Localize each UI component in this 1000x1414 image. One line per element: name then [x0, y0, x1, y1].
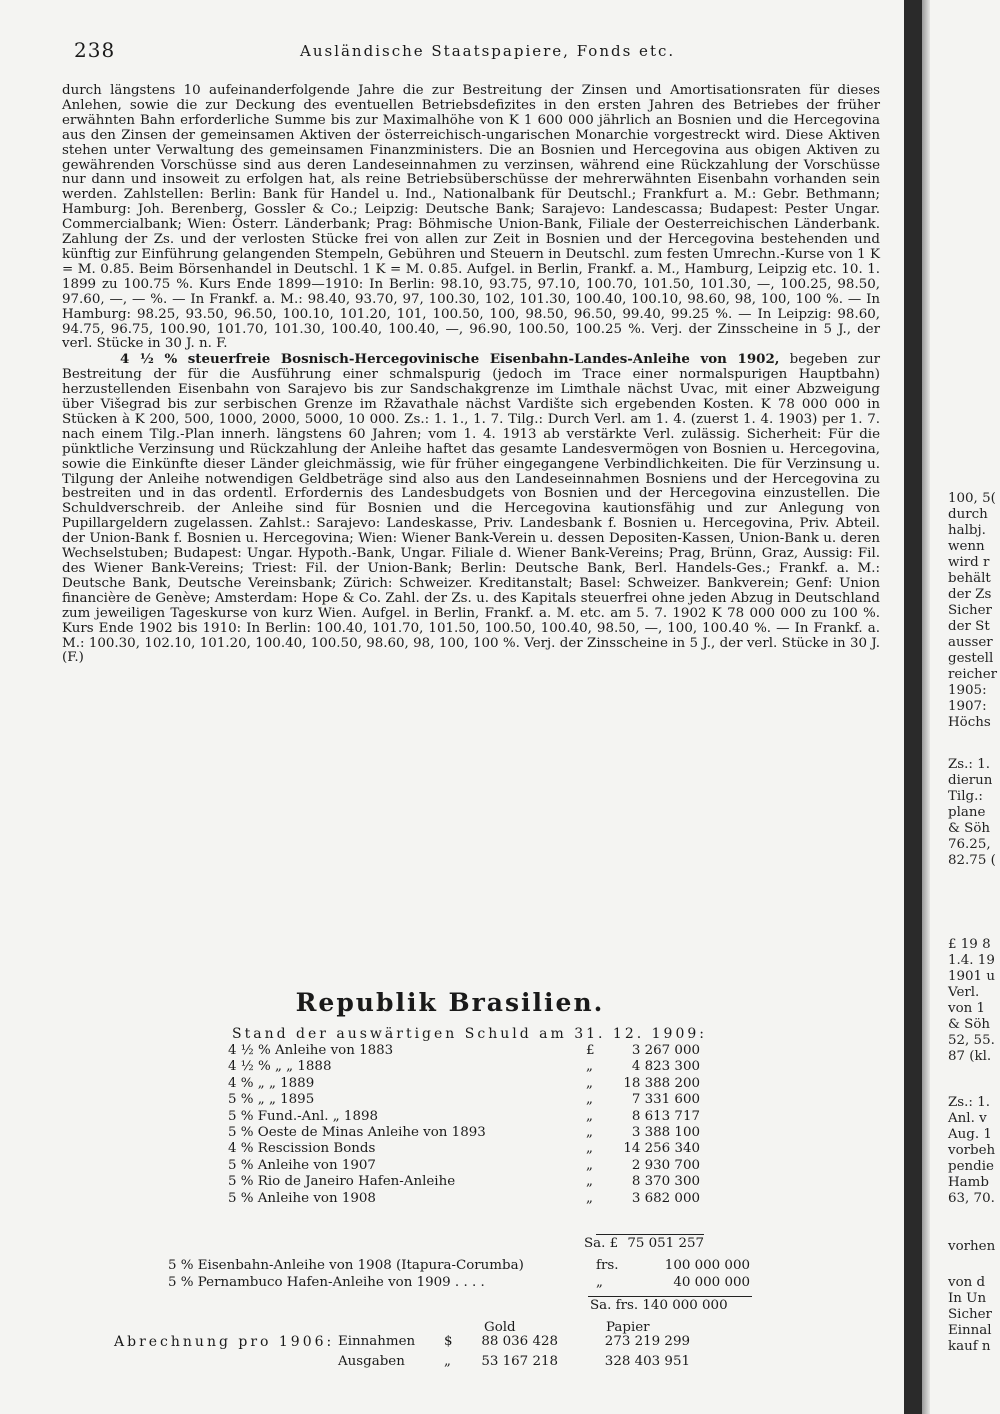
debt-currency: „ [586, 1075, 593, 1091]
right-column-line: reicher [948, 667, 998, 682]
debt-amount: 14 256 340 [623, 1141, 700, 1157]
right-column-line: Höchs [948, 715, 991, 730]
debt-name: 4 ½ % „ „ 1888 [228, 1059, 332, 1075]
debt-currency: „ [586, 1108, 593, 1124]
right-column-line: pendie [948, 1159, 994, 1174]
right-column-line: plane [948, 805, 986, 820]
gutter-shadow [922, 0, 930, 1414]
loan-title-1902: 4 ½ % steuerfreie Bosnisch-Hercegovinische Eisenbahn-Landes-Anleihe von 1902, [120, 351, 780, 368]
loan-description-1902: begeben zur Bestreitung der für die Ausführung einer schmalspurig (jedoch im Trace einer normalspurigen Hauptbahn) herzustellenden Eisenbahn von Sarajevo bis zur Sandschakgrenze im Limthale nächst Uvac, mit einer Abzweigung über Višegrad bis zur serbischen Grenze im Ržavathale nächst Vardište sich ergebenden Kosten. K 78 000 000 in Stücken à K 200, 500, 1000, 2000, 5000, 10 000. Zs.: 1. 1., 1. 7. Tilg.: Durch Verl. am 1. 4. (zuerst 1. 4. 1903) per 1. 7. nach einem Tilg.-Plan innerh. längstens 60 Jahren; vom 1. 4. 1913 ab verstärkte Verl. zulässig. Sicherheit: Für die pünktliche Verzinsung und Rückzahlung der Anleihe haftet das gesamte Landesvermögen von Bosnien u. Hercegovina, sowie die Einkünfte dieser Länder gleichmässig, wie für früher eingegangene Verbindlichkeiten. Die für Verzinsung u. Tilgung der Anleihe notwendigen Geldbeträge sind also aus den Landeseinnahmen Bosniens und der Hercegovina zu bestreiten und in das ordentl. Erfordernis des Landesbudgets von Bosnien und der Hercegovina einzustellen. Die Schuldverschreib. der Anleihe sind für Bosnien und die Hercegovina kautionsfähig und zur Anlegung von Pupillargeldern zugelassen. Zahlst.: Sarajevo: Landeskasse, Priv. Landesbank f. Bosnien u. Hercegovina, Priv. Abteil. der Union-Bank f. Bosnien u. Hercegovina; Wien: Wiener Bank-Verein u. dessen Depositen-Kassen, Union-Bank u. deren Wechselstuben; Budapest: Ungar. Hypoth.-Bank, Ungar. Filiale d. Wiener Bank-Vereins; Prag, Brünn, Graz, Aussig: Fil. des Wiener Bank-Vereins; Triest: Fil. der Union-Bank; Berlin: Deutsche Bank, Berl. Handels-Ges.; Frankf. a. M.: Deutsche Bank, Deutsche Vereinsbank; Zürich: Schweizer. Kreditanstalt; Basel: Schweizer. Bankverein; Genf: Union financière de Genève; Amsterdam: Hope & Co. Zahl. der Zs. u. des Kapitals steuerfrei ohne jeden Abzug in Deutschland zum jeweiligen Tageskurse von kurz Wien. Aufgel. in Berlin, Frankf. a. M. etc. am 5. 7. 1902 K 78 000 000 zu 100 %. Kurs Ende 1902 bis 1910: In Berlin: 100.40, 101.70, 101.50, 100.50, 100.40, 98.50, —, 100, 100.40 %. — In Frankf. a. M.: 100.30, 102.10, 101.20, 100.40, 100.50, 98.60, 98, 100, 100 %. Verj. der Zinsscheine in 5 J., der verl. Stücke in 30 J. (F.) [62, 352, 880, 666]
right-column-line: wenn [948, 539, 985, 554]
right-column-line: 1907: [948, 699, 987, 714]
right-column-line: 52, 55. [948, 1033, 995, 1048]
rail-loan-currency: frs. [596, 1258, 619, 1273]
sum-divider-2 [588, 1296, 752, 1297]
right-column-line: Einnal [948, 1323, 992, 1338]
right-column-line: kauf n [948, 1339, 991, 1354]
right-column-line: ausser [948, 635, 993, 650]
finance-row-currency: „ [444, 1354, 451, 1369]
debt-name: 5 % Fund.-Anl. „ 1898 [228, 1108, 379, 1124]
finance-paper-value: 328 403 951 [604, 1354, 690, 1369]
right-column-line: 1901 u [948, 969, 995, 984]
rail-loan-amount: 100 000 000 [664, 1258, 750, 1273]
right-column-line: Tilg.: [948, 789, 983, 804]
right-column-line: von d [948, 1275, 986, 1290]
right-column-line: behält [948, 571, 991, 586]
right-column-line: Verl. [948, 985, 980, 1000]
finance-row-label: Einnahmen [338, 1334, 416, 1349]
debt-name: 5 % Rio de Janeiro Hafen-Anleihe [228, 1174, 456, 1190]
rail-loan-name: 5 % Eisenbahn-Anleihe von 1908 (Itapura-Corumba) [168, 1258, 524, 1273]
right-column-line: der St [948, 619, 990, 634]
debt-amount: 3 682 000 [631, 1190, 700, 1206]
rail-loan-currency: „ [596, 1275, 603, 1290]
debt-amount: 18 388 200 [623, 1075, 700, 1091]
debt-name: 5 % Anleihe von 1908 [228, 1190, 376, 1206]
debt-currency: „ [586, 1141, 593, 1157]
debt-sum-label: Sa. £ [584, 1236, 619, 1251]
right-column-line: £ 19 8 [948, 937, 991, 952]
right-column-line: vorbeh [948, 1143, 996, 1158]
paragraph-bosnian-loan-1902 [62, 352, 880, 666]
right-column-line: Aug. 1 [948, 1127, 992, 1142]
rail-sum: Sa. frs. 140 000 000 [590, 1298, 728, 1313]
debt-amount: 3 267 000 [631, 1043, 700, 1058]
page-number: 238 [74, 38, 116, 62]
right-column-line: Sicher [948, 1307, 992, 1322]
gutter-binding [904, 0, 922, 1414]
right-column-line: von 1 [948, 1001, 986, 1016]
gold-column-header: Gold [484, 1320, 516, 1335]
debt-amount: 7 331 600 [631, 1092, 700, 1108]
finance-gold-value: 53 167 218 [481, 1354, 558, 1369]
body-text [62, 84, 880, 666]
sum-divider [596, 1234, 704, 1235]
debt-name: 4 % Rescission Bonds [228, 1141, 376, 1157]
right-column-line: In Un [948, 1291, 987, 1306]
right-column-line: 76.25, [948, 837, 991, 852]
right-column-line: gestell [948, 651, 994, 666]
debt-currency: „ [586, 1092, 593, 1108]
debt-heading: Stand der auswärtigen Schuld am 31. 12. 1909: [232, 1026, 707, 1042]
debt-amount: 8 370 300 [631, 1174, 700, 1190]
rail-loan-name: 5 % Pernambuco Hafen-Anleihe von 1909 . . . . [168, 1275, 485, 1290]
right-column-line: Zs.: 1. [948, 1095, 990, 1110]
right-column-line: durch [948, 507, 988, 522]
right-column-line: der Zs [948, 587, 992, 602]
debt-currency: £ [586, 1043, 595, 1058]
right-column-line: Anl. v [948, 1111, 987, 1126]
debt-name: 5 % Oeste de Minas Anleihe von 1893 [228, 1124, 486, 1140]
debt-currency: „ [586, 1059, 593, 1075]
right-column-line: Hamb [948, 1175, 989, 1190]
debt-currency: „ [586, 1124, 593, 1140]
debt-sum-value: 75 051 257 [627, 1236, 704, 1251]
debt-name: 5 % „ „ 1895 [228, 1092, 315, 1108]
debt-name: 4 ½ % Anleihe von 1883 [228, 1043, 394, 1058]
rail-loan-table [168, 1258, 750, 1292]
debt-name: 5 % Anleihe von 1907 [228, 1157, 376, 1173]
running-head: Ausländische Staatspapiere, Fonds etc. [300, 42, 676, 60]
section-title: Republik Brasilien. [295, 988, 605, 1017]
debt-amount: 8 613 717 [631, 1108, 700, 1124]
debt-name: 4 % „ „ 1889 [228, 1075, 315, 1091]
finance-gold-value: 88 036 428 [481, 1334, 558, 1349]
finance-row-currency: $ [444, 1334, 453, 1349]
rail-loan-amount: 40 000 000 [673, 1275, 750, 1290]
debt-currency: „ [586, 1157, 593, 1173]
right-column-line: & Söh [948, 1017, 991, 1032]
paragraph-bosnian-loan-1: durch längstens 10 aufeinanderfolgende Jahre die zur Bestreitung der Zinsen und Amortisationsraten für dieses Anlehen, sowie die zur Deckung des eventuellen Betriebsdefizites in den ersten Jahren des Betriebes der früher erwähnten Bahn erforderliche Summe bis zur Maximalhöhe von K 1 600 000 jährlich an Bosnien und die Hercegovina aus den Zinsen der gemeinsamen Aktiven der österreichisch-ungarischen Monarchie vorgestreckt wird. Diese Aktiven stehen unter Verwaltung des gemeinsamen Finanzministers. Die an Bosnien und Hercegovina aus obigen Aktiven zu gewährenden Vorschüsse sind aus deren Landeseinnahmen zu verzinsen, während eine Rückzahlung der Vorschüsse nur dann und insoweit zu erfolgen hat, als reine Betriebsüberschüsse der mehrerwähnten Eisenbahn vorhanden sein werden. Zahlstellen: Berlin: Bank für Handel u. Ind., Nationalbank für Deutschl.; Frankfurt a. M.: Gebr. Bethmann; Hamburg: Joh. Berenberg, Gossler & Co.; Leipzig: Deutsche Bank; Sarajevo: Landescassa; Budapest: Pester Ungar. Commercialbank; Wien: Österr. Länderbank; Prag: Böhmische Union-Bank, Filiale der Oesterreichischen Länderbank. Zahlung der Zs. und der verlosten Stücke frei von allen zur Zeit in Bosnien und der Hercegovina bestehenden und künftig zur Einführung gelangenden Stempeln, Gebühren und Steuern in Deutschl. zum festen Umrechn.-Kurse von 1 K = M. 0.85. Beim Börsenhandel in Deutschl. 1 K = M. 0.85. Aufgel. in Berlin, Frankf. a. M., Hamburg, Leipzig etc. 10. 1. 1899 zu 100.75 %. Kurs Ende 1899—1910: In Berlin: 98.10, 93.75, 97.10, 100.70, 101.50, 101.30, —, 100.25, 98.50, 97.60, —, — %. — In Frankf. a. M.: 98.40, 93.70, 97, 100.30, 102, 101.30, 100.40, 100.10, 98.60, 98, 100, 100 %. — In Hamburg: 98.25, 93.50, 96.50, 100.10, 101.20, 101, 100.50, 100, 98.50, 96.50, 99.40, 99.25 %. — In Leipzig: 98.60, 94.75, 96.75, 100.90, 101.70, 101.30, 100.40, 100.40, —, 96.90, 100.50, 100.25 %. Verj. der Zinsscheine in 5 J., der verl. Stücke in 30 J. n. F. [62, 83, 880, 352]
debt-currency: „ [586, 1174, 593, 1190]
debt-amount: 2 930 700 [631, 1157, 700, 1173]
debt-amount: 3 388 100 [631, 1124, 700, 1140]
right-column-line: Zs.: 1. [948, 757, 990, 772]
finance-label: Abrechnung pro 1906: [114, 1334, 335, 1350]
debt-amount: 4 823 300 [631, 1059, 700, 1075]
paper-column-header: Papier [606, 1320, 650, 1335]
right-column-line: 100, 5( [948, 491, 996, 506]
right-column-line: dierun [948, 773, 993, 788]
rail-loan-row [168, 1258, 750, 1275]
rail-loan-row [168, 1275, 750, 1292]
right-column-line: Sicher [948, 603, 992, 618]
right-column-line: vorhen [948, 1239, 996, 1254]
debt-currency: „ [586, 1190, 593, 1206]
right-column-line: & Söh [948, 821, 991, 836]
finance-paper-value: 273 219 299 [604, 1334, 690, 1349]
right-column-line: 63, 70. [948, 1191, 995, 1206]
right-column-line: 82.75 ( [948, 853, 996, 868]
finance-row-label: Ausgaben [338, 1354, 405, 1369]
right-column-line: wird r [948, 555, 990, 570]
right-column-line: 87 (kl. [948, 1049, 992, 1064]
right-column-line: halbj. [948, 523, 986, 538]
right-column-line: 1905: [948, 683, 987, 698]
right-column-line: 1.4. 19 [948, 953, 995, 968]
